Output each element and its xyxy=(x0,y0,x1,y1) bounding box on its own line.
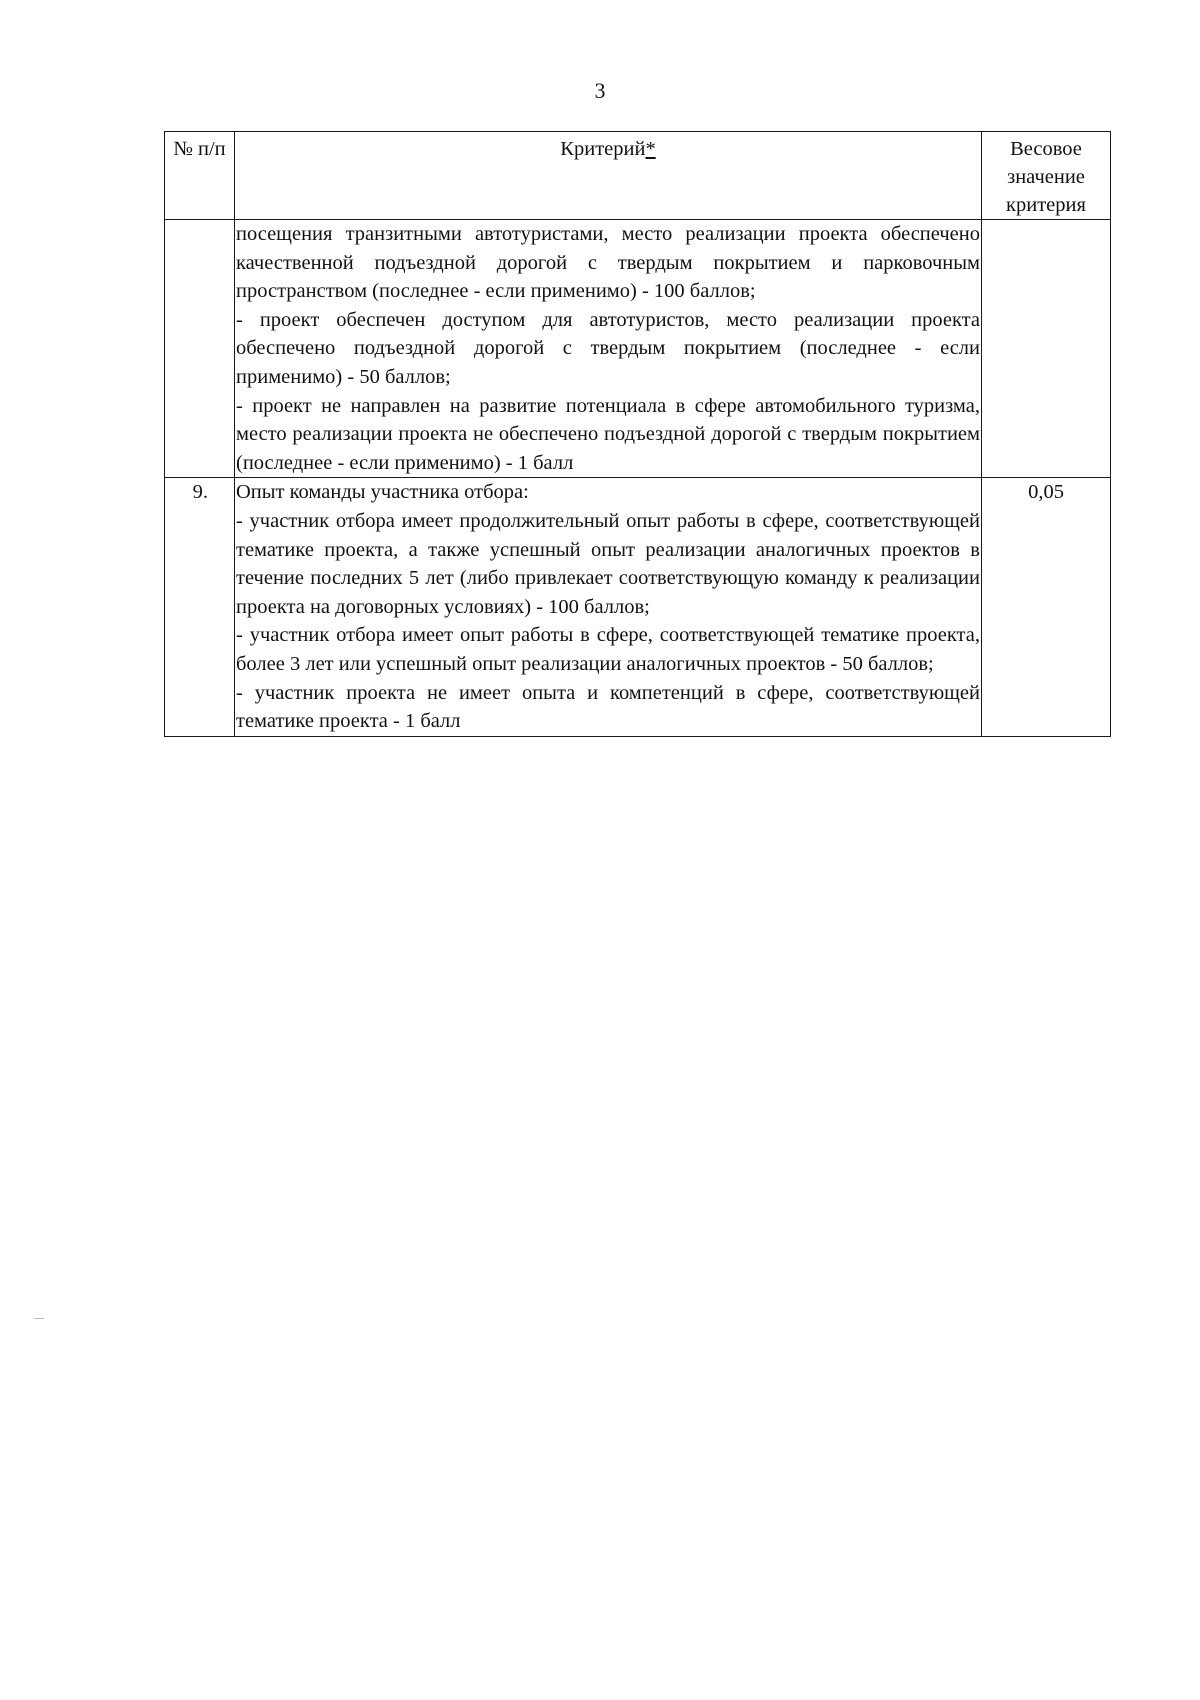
table-header-row xyxy=(165,132,1111,220)
row-weight xyxy=(982,220,1111,478)
row-criterion xyxy=(235,220,982,478)
row-criterion xyxy=(235,478,982,736)
criterion-line: - участник отбора имеет опыт работы в сфере, соответствующей тематике проекта, более 3 лет или успешный опыт реализации аналогичных проектов - 50 баллов; xyxy=(236,624,980,675)
criterion-line: - проект не направлен на развитие потенциала в сфере автомобильного туризма, место реализации проекта не обеспечено подъездной дорогой с твердым покрытием (последнее - если применимо) - 1 балл xyxy=(236,394,980,474)
table-row xyxy=(165,478,1111,736)
row-weight: 0,05 xyxy=(982,478,1111,736)
criterion-line: Опыт команды участника отбора: xyxy=(236,481,529,504)
scan-margin-mark xyxy=(34,1318,44,1319)
header-criterion xyxy=(235,132,982,220)
header-weight xyxy=(982,132,1111,220)
row-number: 9. xyxy=(165,478,235,736)
row-number xyxy=(165,220,235,478)
criteria-table xyxy=(164,131,1111,737)
header-criterion-label: Критерий xyxy=(560,138,646,160)
table-row xyxy=(165,220,1111,478)
header-weight-line-3: критерия xyxy=(1006,194,1086,216)
page-number: 3 xyxy=(594,78,606,103)
header-weight-line-1: Весовое xyxy=(1010,138,1082,160)
criterion-line: посещения транзитными автотуристами, место реализации проекта обеспечено качественной подъездной дорогой с твердым покрытием и парковочным пространством (последнее - если применимо) - 100 баллов; xyxy=(236,223,980,303)
header-number: № п/п xyxy=(165,132,235,220)
criterion-line: - участник отбора имеет продолжительный опыт работы в сфере, соответствующей тематике проекта, а также успешный опыт реализации аналогичных проектов в течение последних 5 лет (либо привлекает соответствующую команду к реализации проекта на договорных условиях) - 100 баллов; xyxy=(236,509,980,618)
criterion-line: - участник проекта не имеет опыта и компетенций в сфере, соответствующей тематике проекта - 1 балл xyxy=(236,681,980,733)
header-criterion-footnote-mark[interactable]: * xyxy=(645,138,656,160)
criterion-line: - проект обеспечен доступом для автотуристов, место реализации проекта обеспечено подъездной дорогой с твердым покрытием (последнее - если применимо) - 50 баллов; xyxy=(236,308,980,388)
header-weight-line-2: значение xyxy=(1007,166,1085,188)
